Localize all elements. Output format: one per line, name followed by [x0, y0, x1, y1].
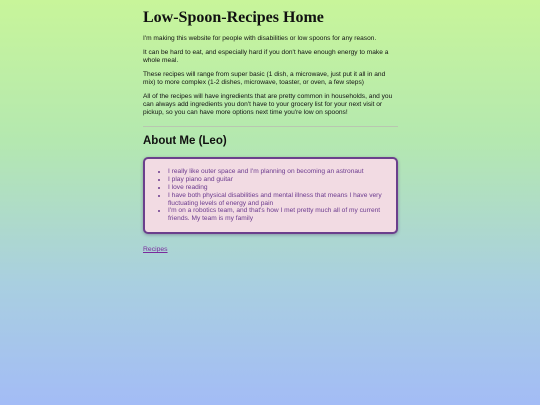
recipes-link[interactable]: Recipes	[143, 245, 168, 253]
intro-paragraph-purpose: I'm making this website for people with disabilities or low spoons for any reason.	[143, 34, 377, 42]
about-item-robotics: • I'm on a robotics team, and that's how I met pretty much all of my current friends. My team is my family	[168, 207, 386, 223]
intro-paragraph-range: These recipes will range from super basic (1 dish, a microwave, just put it all in and mix) to more complex (1-2 dishes, microwave, toaster, or oven, a few steps)	[143, 70, 386, 86]
intro-section	[143, 35, 398, 117]
page-title: Low-Spoon-Recipes Home	[143, 9, 324, 26]
about-item-reading: • I love reading	[168, 184, 386, 192]
about-item-disabilities: • I have both physical disabilities and mental illness that means I have very fluctuating levels of energy and pain	[168, 192, 386, 208]
about-me-list	[155, 168, 386, 223]
intro-paragraph-difficulty: It can be hard to eat, and especially hard if you don't have enough energy to make a whole meal.	[143, 48, 389, 64]
about-heading: About Me (Leo)	[143, 134, 227, 147]
about-me-box	[143, 157, 398, 234]
about-item-space: • I really like outer space and I'm planning on becoming an astronaut	[168, 168, 386, 176]
about-item-music: • I play piano and guitar	[168, 176, 386, 184]
intro-paragraph-ingredients: All of the recipes will have ingredients that are pretty common in households, and you can always add ingredients you don't have to your grocery list for your next visit or pickup, so you can have more options next time you're low on spoons!	[143, 92, 393, 116]
section-divider	[143, 126, 398, 127]
page-content	[143, 0, 398, 256]
